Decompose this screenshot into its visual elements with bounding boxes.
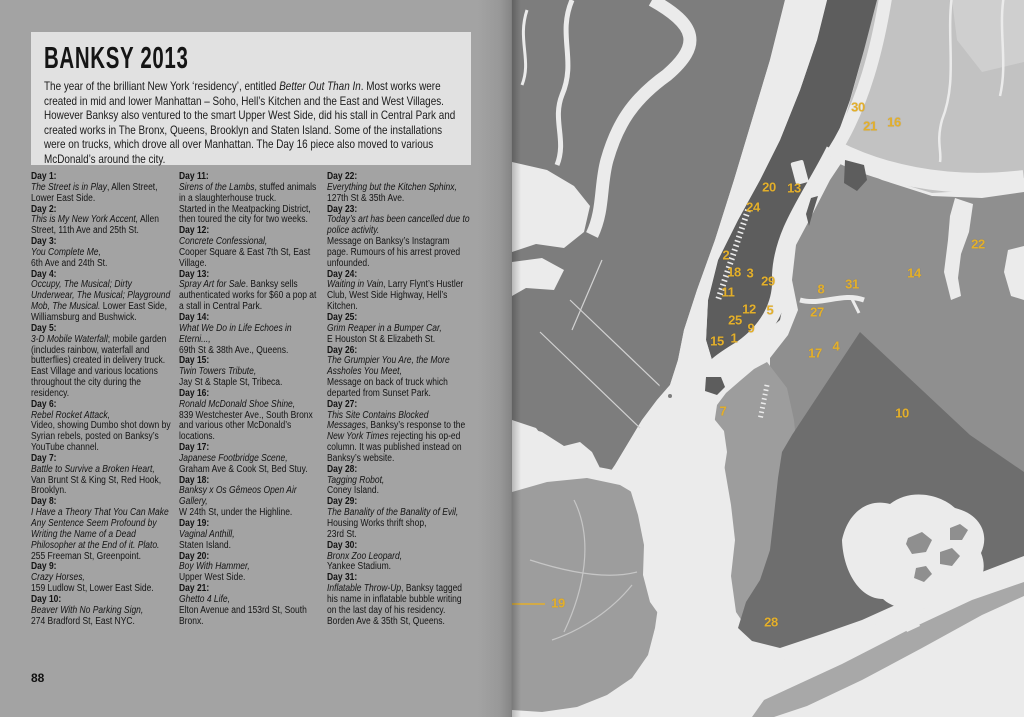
day-entry: Day 24: Waiting in Vain, Larry Flynt’s Hustler Club, West Side Highway, Hell’s Kitchen.: [327, 268, 464, 313]
map-marker-7: 7: [719, 403, 727, 419]
day-entry: Day 11: Sirens of the Lambs, stuffed animals in a slaughterhouse truck. Started in the Meatpacking District, then toured the city for two weeks.: [179, 171, 317, 226]
day-column-1: [31, 172, 174, 627]
day-entry: Day 19: Vaginal Anthill, Staten Island.: [179, 518, 235, 551]
map-marker-2: 2: [722, 247, 730, 263]
map-marker-29: 29: [761, 273, 775, 289]
map-marker-30: 30: [851, 99, 865, 115]
day-entry: Day 12: Concrete Confessional, Cooper Square & East 7th St, East Village.: [179, 225, 311, 269]
map-marker-31: 31: [845, 276, 859, 292]
day-entry: Day 21: Ghetto 4 Life, Elton Avenue and 153rd St, South Bronx.: [179, 583, 307, 627]
map-marker-25: 25: [728, 312, 742, 328]
map-marker-10: 10: [895, 405, 909, 421]
map-marker-1: 1: [730, 330, 738, 346]
map-marker-8: 8: [817, 281, 825, 297]
map-marker-11: 11: [721, 284, 735, 300]
map-marker-21: 21: [863, 118, 877, 134]
day-entry: Day 18: Banksy x Os Gêmeos Open Air Gallery, W 24th St, under the Highline.: [179, 474, 297, 519]
day-entry: Day 17: Japanese Footbridge Scene, Graham Ave & Cook St, Bed Stuy.: [179, 442, 308, 475]
map-marker-layer: [512, 0, 1024, 717]
map-marker-28: 28: [764, 614, 778, 630]
day-entry: Day 28: Tagging Robot, Coney Island.: [327, 463, 385, 497]
map-marker-12: 12: [742, 301, 756, 317]
day-entry: Day 8: I Have a Theory That You Can Make Any Sentence Seem Profound by Writing the Name of a Dead Philosopher at the End of it. Plato. 255 Freeman St, Greenpoint.: [31, 496, 169, 562]
map-marker-22: 22: [971, 236, 985, 252]
map-marker-4: 4: [832, 338, 840, 354]
map-marker-16: 16: [887, 114, 901, 130]
day-entry: Day 13: Spray Art for Sale. Banksy sells authenticated works for $60 a pop at a stall in Central Park.: [179, 268, 317, 313]
day-entry: Day 9: Crazy Horses, 159 Ludlow St, Lower East Side.: [31, 561, 154, 595]
map-marker-14: 14: [907, 265, 921, 281]
map-marker-20: 20: [762, 179, 776, 195]
day-entry: Day 2: This is My New York Accent, Allen Street, 11th Ave and 25th St.: [31, 203, 159, 237]
day-entry: Day 31: Inflatable Throw-Up, Banksy tagged his name in inflatable bubble writing on the last day of his residency. Borden Ave & 35th St, Queens.: [327, 572, 463, 627]
map-marker-9: 9: [747, 320, 755, 336]
day-entry: Day 5: 3-D Mobile Waterfall; mobile garden (includes rainbow, waterfall and butterflies) created in delivery truck. East Village and various locations throughout the city during the residency.: [31, 322, 167, 399]
map-marker-13: 13: [787, 180, 801, 196]
day-entry: Day 16: Ronald McDonald Shoe Shine, 839 Westchester Ave., South Bronx and various other McDonald’s locations.: [179, 387, 313, 443]
map-marker-5: 5: [766, 302, 774, 318]
day-column-2: [179, 172, 322, 627]
page-title: BANKSY 2013: [44, 40, 189, 75]
map-marker-3: 3: [746, 265, 754, 281]
day-entry: Day 27: This Site Contains Blocked Messages, Banksy’s response to the New York Times rejecting his op-ed column. It was published instead on Banksy’s website.: [327, 398, 466, 464]
page-number: 88: [31, 671, 45, 685]
map-marker-19: 19: [551, 595, 565, 611]
day-entry: Day 4: Occupy, The Musical; Dirty Underwear, The Musical; Playground Mob, The Musical. Lower East Side, Williamsburg and Bushwick.: [31, 268, 171, 323]
day-entry: Day 20: Boy With Hammer, Upper West Side.: [179, 550, 250, 584]
intro-paragraph: The year of the brilliant New York ‘residency’, entitled Better Out Than In. Most works were created in mid and lower Manhattan – Soho, Hell’s Kitchen and the East and West Villages. However Banksy also ventured to the smart Upper West Side, did his stall in Central Park and created works in The Bronx, Queens, Brooklyn and Staten Island. Some of the installations were on trucks, which drove all over Manhattan. The Day 16 piece also moved to various McDonald’s around the city.: [44, 79, 456, 166]
map-marker-24: 24: [746, 199, 760, 215]
map-marker-27: 27: [810, 304, 824, 320]
day-entry: Day 15: Twin Towers Tribute, Jay St & Staple St, Tribeca.: [179, 355, 283, 389]
map-marker-17: 17: [808, 345, 822, 361]
day-entry: Day 30: Bronx Zoo Leopard, Yankee Stadium.: [327, 539, 403, 573]
day-entry: Day 3: You Complete Me, 6th Ave and 24th St.: [31, 236, 108, 269]
map-marker-15: 15: [710, 333, 724, 349]
map-marker-18: 18: [727, 264, 741, 280]
day-entry: Day 1: The Street is in Play, Allen Street, Lower East Side.: [31, 171, 158, 204]
header-panel: [31, 32, 471, 165]
day-entry: Day 29: The Banality of the Banality of Evil, Housing Works thrift shop, 23rd St.: [327, 496, 459, 540]
day-entry: Day 7: Battle to Survive a Broken Heart, Van Brunt St & King St, Red Hook, Brooklyn.: [31, 452, 162, 497]
day-entry: Day 22: Everything but the Kitchen Sphinx, 127th St & 35th Ave.: [327, 171, 457, 204]
day-entry: Day 26: The Grumpier You Are, the More Assholes You Meet, Message on back of truck which departed from Sunset Park.: [327, 344, 450, 399]
day-entry: Day 25: Grim Reaper in a Bumper Car, E Houston St & Elizabeth St.: [327, 311, 442, 345]
day-entry: Day 6: Rebel Rocket Attack, Video, showing Dumbo shot down by Syrian rebels, posted on Banksy’s YouTube channel.: [31, 398, 171, 454]
day-entry: Day 23: Today’s art has been cancelled due to police activity. Message on Banksy’s Instagram page. Rumours of his arrest proved unfounded.: [327, 203, 470, 269]
day-entry: Day 14: What We Do in Life Echoes in Eterni..., 69th St & 38th Ave., Queens.: [179, 311, 292, 356]
map-page: [512, 0, 1024, 717]
day-entry: Day 10: Beaver With No Parking Sign, 274 Bradford St, East NYC.: [31, 593, 144, 627]
day-column-3: [327, 172, 470, 627]
